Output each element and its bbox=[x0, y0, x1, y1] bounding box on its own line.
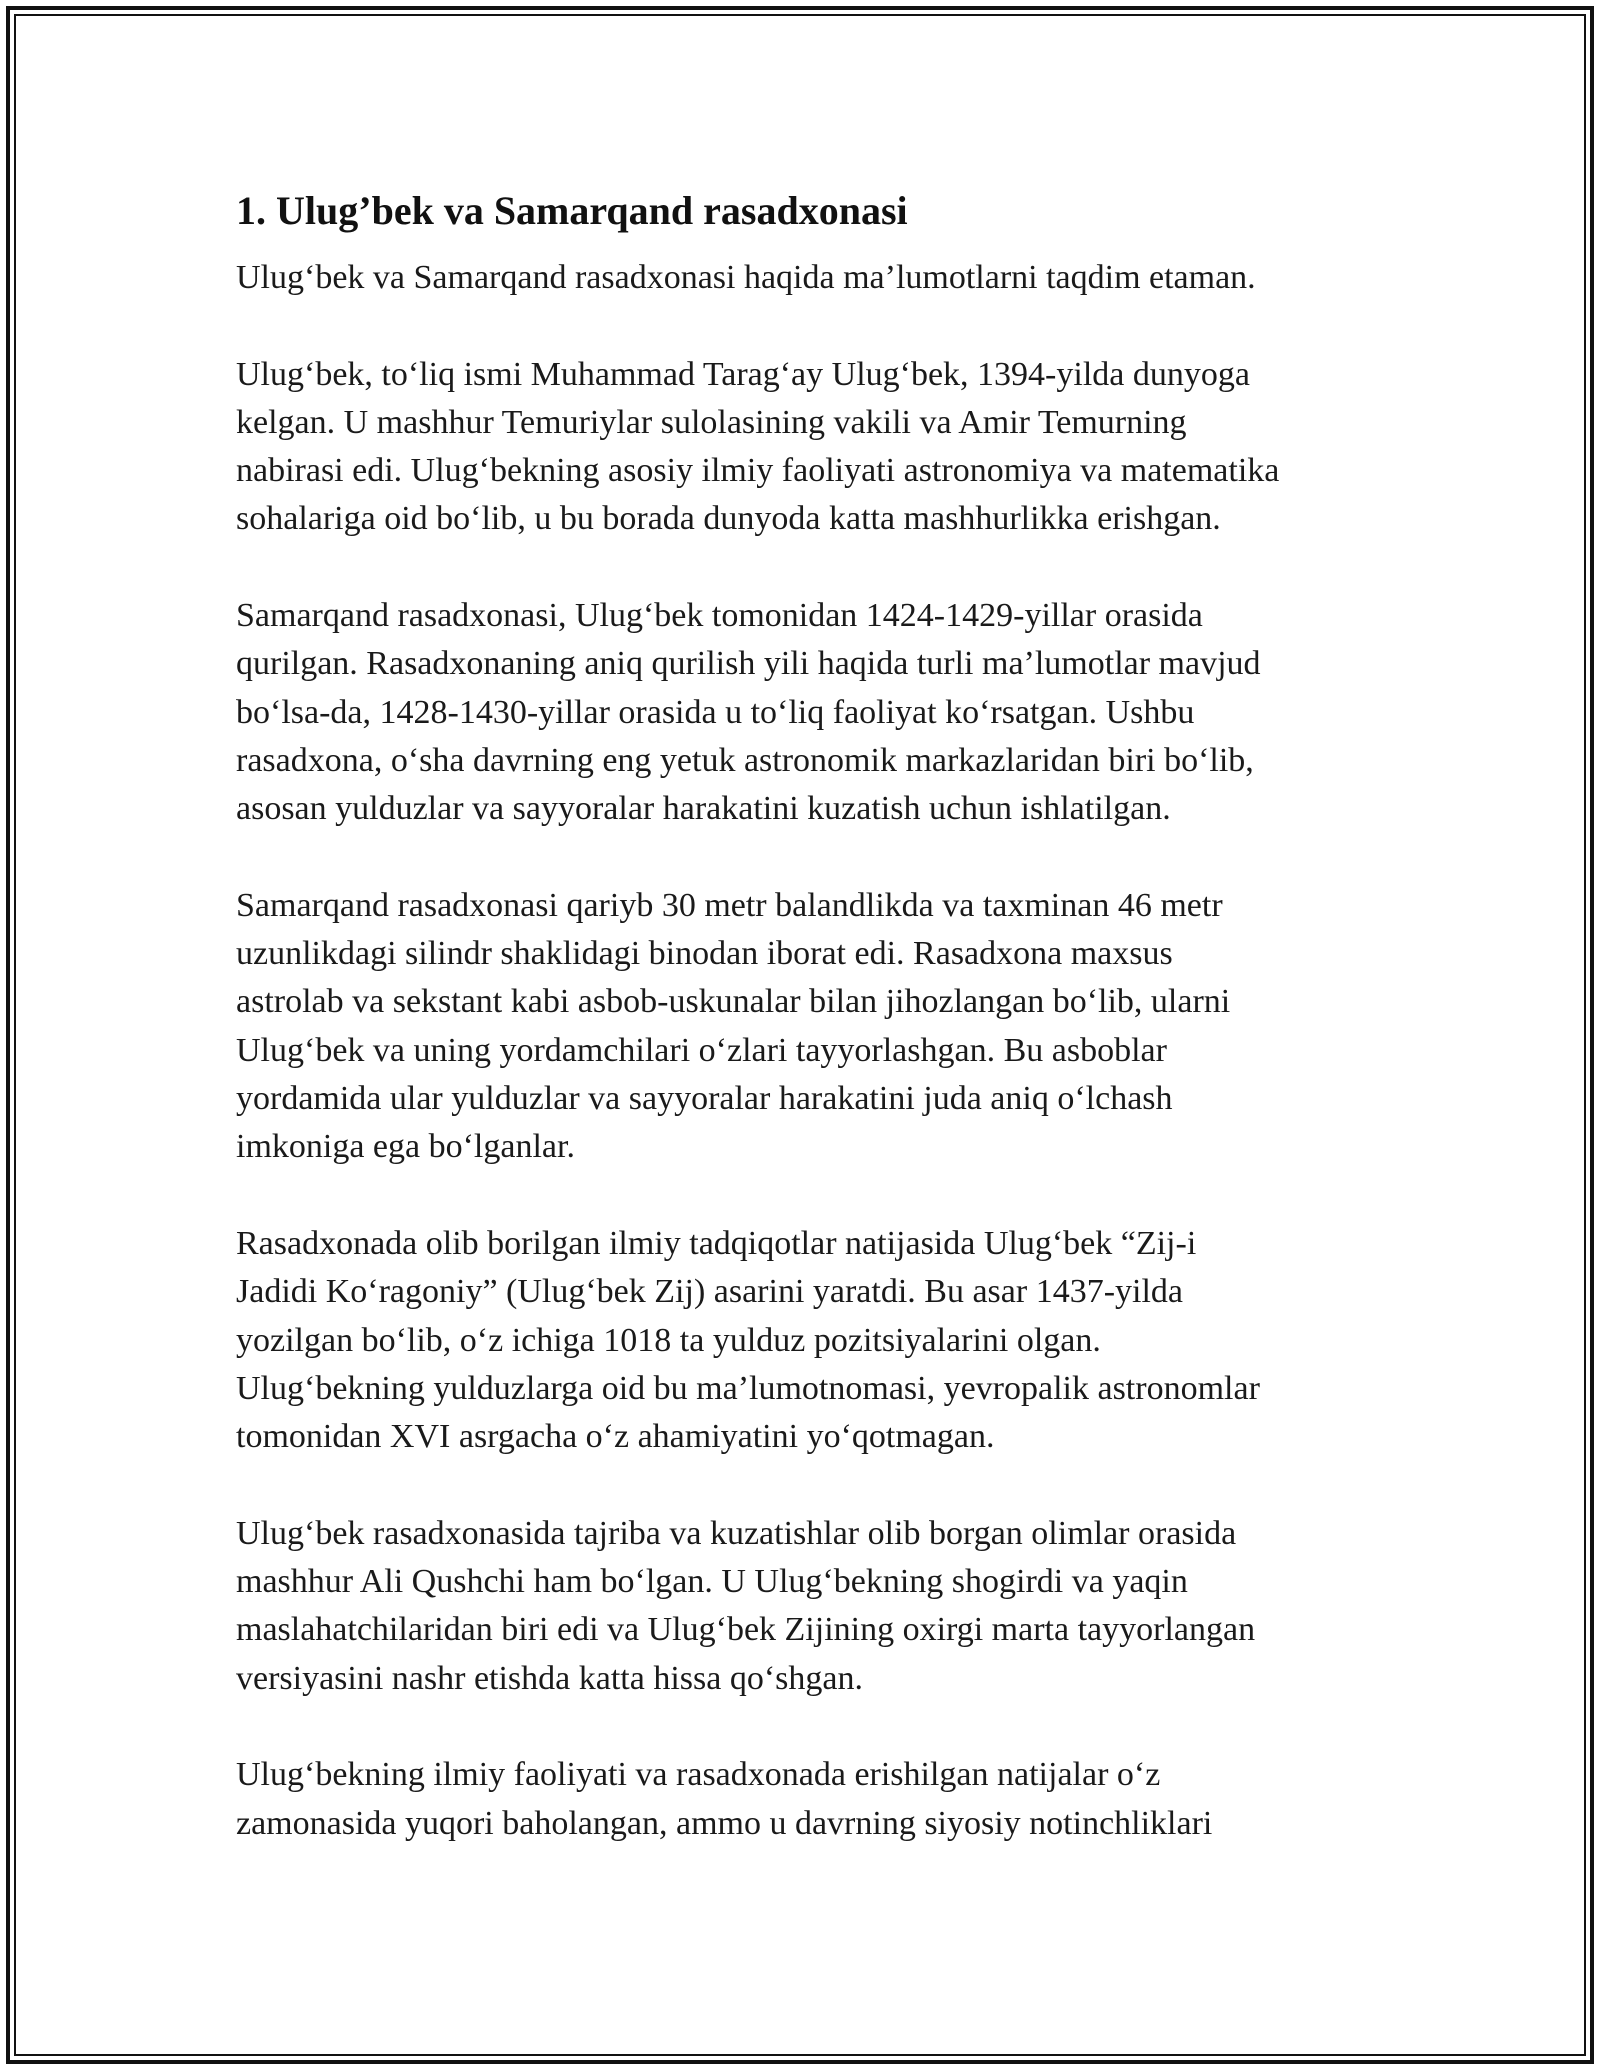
document-page bbox=[236, 186, 1376, 1896]
paragraph-construction: Samarqand rasadxonasi, Ulug‘bek tomonidan 1424-1429-yillar orasida qurilgan. Rasadxonaning aniq qurilish yili haqida turli ma’lumotlar mavjud bo‘lsa-da, 1428-1430-yillar orasida u to‘liq faoliyat ko‘rsatgan. Ushbu rasadxona, o‘sha davrning eng yetuk astronomik markazlaridan biri bo‘lib, asosan yulduzlar va sayyoralar harakatini kuzatish uchun ishlatilgan. bbox=[236, 597, 1261, 828]
paragraph-biography: Ulug‘bek, to‘liq ismi Muhammad Tarag‘ay Ulug‘bek, 1394-yilda dunyoga kelgan. U mashhur Temuriylar sulolasining vakili va Amir Temurning nabirasi edi. Ulug‘bekning asosiy ilmiy faoliyati astronomiya va matematika sohalariga oid bo‘lib, u bu borada dunyoda katta mashhurlikka erishgan. bbox=[236, 355, 1280, 538]
paragraph-legacy: Ulug‘bekning ilmiy faoliyati va rasadxonada erishilgan natijalar o‘z zamonasida yuqori baholangan, ammo u davrning siyosiy notinchliklari bbox=[236, 1756, 1213, 1842]
paragraph-zij: Rasadxonada olib borilgan ilmiy tadqiqotlar natijasida Ulug‘bek “Zij-i Jadidi Ko‘ragoniy” (Ulug‘bek Zij) asarini yaratdi. Bu asar 1437-yilda yozilgan bo‘lib, o‘z ichiga 1018 ta yulduz pozitsiyalarini olgan. Ulug‘bekning yulduzlarga oid bu ma’lumotnomasi, yevropalik astronomlar tomonidan XVI asrgacha o‘z ahamiyatini yo‘qotmagan. bbox=[236, 1224, 1260, 1456]
paragraph-ali-qushchi: Ulug‘bek rasadxonasida tajriba va kuzatishlar olib borgan olimlar orasida mashhur Ali Qushchi ham bo‘lgan. U Ulug‘bekning shogirdi va yaqin maslahatchilaridan biri edi va Ulug‘bek Zijining oxirgi marta tayyorlangan versiyasini nashr etishda katta hissa qo‘shgan. bbox=[236, 1514, 1256, 1697]
paragraph-intro: Ulug‘bek va Samarqand rasadxonasi haqida ma’lumotlarni taqdim etaman. bbox=[236, 259, 1256, 296]
document-title: 1. Ulug’bek va Samarqand rasadxonasi bbox=[236, 188, 908, 233]
paragraph-building: Samarqand rasadxonasi qariyb 30 metr balandlikda va taxminan 46 metr uzunlikdagi silindr shaklidagi binodan iborat edi. Rasadxona maxsus astrolab va sekstant kabi asbob-uskunalar bilan jihozlangan bo‘lib, ularni Ulug‘bek va uning yordamchilari o‘zlari tayyorlashgan. Bu asboblar yordamida ular yulduzlar va sayyoralar harakatini juda aniq o‘lchash imkoniga ega bo‘lganlar. bbox=[236, 886, 1231, 1166]
